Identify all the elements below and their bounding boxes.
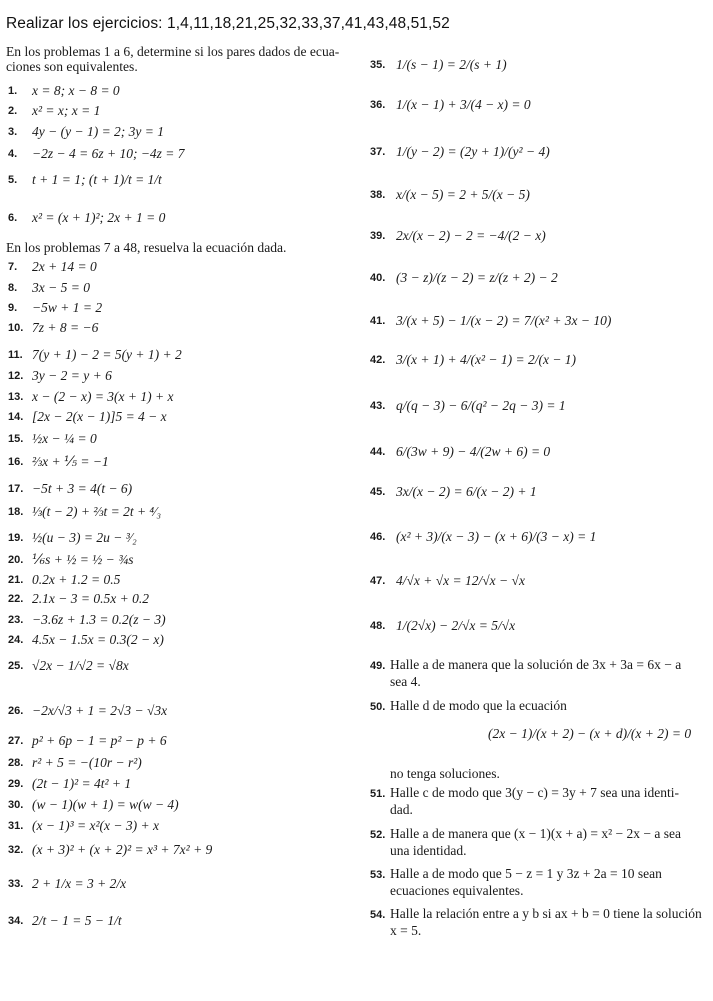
problem-number: 43. (370, 400, 386, 412)
problem-equation: x² = x; x = 1 (32, 103, 101, 118)
problem-number: 17. (8, 483, 24, 495)
problem-equation: ½(u − 3) = 2u − ³⁄₂ (32, 530, 137, 545)
problem-number: 4. (8, 148, 18, 160)
problem-32 (8, 842, 212, 858)
problem-25 (8, 658, 129, 674)
problem-7 (8, 259, 97, 275)
problem-41 (370, 313, 611, 329)
problem-54 (370, 906, 702, 938)
problem-13 (8, 389, 174, 405)
problem-29 (8, 776, 131, 792)
problem-number: 48. (370, 620, 386, 632)
problem-number: 20. (8, 554, 24, 566)
problem-number: 21. (8, 574, 24, 586)
problem-35 (370, 57, 507, 73)
problem-number: 32. (8, 844, 24, 856)
problem-number: 37. (370, 146, 386, 158)
problem-22 (8, 591, 149, 607)
problem-44 (370, 444, 550, 460)
section-instruction-2: En los problemas 7 a 48, resuelva la ecuación dada. (6, 240, 287, 255)
problem-number: 42. (370, 354, 386, 366)
problem-number: 27. (8, 735, 24, 747)
problem-equation: ⅔x + ⅕ = −1 (32, 454, 109, 469)
problem-33 (8, 876, 126, 892)
problem-number: 7. (8, 261, 18, 273)
problem-equation: r² + 5 = −(10r − r²) (32, 755, 142, 770)
problem-text: ecuaciones equivalentes. (390, 883, 524, 898)
section-instruction-1 (6, 44, 339, 74)
problem-number: 28. (8, 757, 24, 769)
problem-text: Halle a de modo que 5 − z = 1 y 3z + 2a = 10 sean (390, 866, 662, 881)
problem-number: 46. (370, 531, 386, 543)
problem-43 (370, 398, 566, 414)
problem-number: 26. (8, 705, 24, 717)
problem-equation: 3y − 2 = y + 6 (32, 368, 112, 383)
problem-text: Halle a de manera que la solución de 3x + 3a = 6x − a (390, 657, 682, 672)
problem-24 (8, 632, 164, 648)
problem-number: 24. (8, 634, 24, 646)
problem-equation: p² + 6p − 1 = p² − p + 6 (32, 733, 167, 748)
problem-equation: 2x/(x − 2) − 2 = −4/(2 − x) (396, 228, 546, 243)
page-title: Realizar los ejercicios: 1,4,11,18,21,25,32,33,37,41,43,48,51,52 (6, 15, 450, 32)
problem-number: 5. (8, 174, 18, 186)
problem-number: 22. (8, 593, 24, 605)
problem-number: 11. (8, 349, 23, 361)
problem-equation: x² = (x + 1)²; 2x + 1 = 0 (32, 210, 166, 225)
problem-23 (8, 612, 166, 628)
problem-4 (8, 146, 185, 162)
problem-21 (8, 572, 120, 588)
problem-40 (370, 270, 558, 286)
problem-26 (8, 703, 167, 719)
problem-14 (8, 409, 167, 425)
problem-17 (8, 481, 132, 497)
problem-number: 12. (8, 370, 24, 382)
problem-number: 45. (370, 486, 386, 498)
problem-38 (370, 187, 530, 203)
problem-6 (8, 210, 165, 226)
problem-2 (8, 103, 100, 119)
problem-equation: 3x − 5 = 0 (32, 280, 90, 295)
problem-36 (370, 97, 531, 113)
problem-31 (8, 818, 159, 834)
problem-number: 16. (8, 456, 24, 468)
problem-number: 38. (370, 189, 386, 201)
problem-15 (8, 431, 97, 447)
problem-number: 31. (8, 820, 24, 832)
problem-text: Halle a de manera que (x − 1)(x + a) = x² − 2x − a sea (390, 826, 682, 841)
problem-39 (370, 228, 546, 244)
problem-equation: (2t − 1)² = 4t² + 1 (32, 776, 132, 791)
problem-52 (370, 826, 681, 858)
problem-equation: 1/(y − 2) = (2y + 1)/(y² − 4) (396, 144, 550, 159)
problem-number: 50. (370, 701, 386, 713)
problem-19 (8, 530, 137, 546)
problem-number: 25. (8, 660, 24, 672)
problem-11 (8, 347, 182, 363)
problem-equation: −2z − 4 = 6z + 10; −4z = 7 (32, 146, 185, 161)
problem-equation: 3/(x + 5) − 1/(x − 2) = 7/(x² + 3x − 10) (396, 313, 612, 328)
problem-number: 2. (8, 105, 18, 117)
problem-equation: ⅓(t − 2) + ⅔t = 2t + ⁴⁄₃ (32, 504, 162, 519)
problem-number: 3. (8, 126, 18, 138)
problem-equation: 6/(3w + 9) − 4/(2w + 6) = 0 (396, 444, 551, 459)
problem-10 (8, 320, 98, 336)
problem-equation: x/(x − 5) = 2 + 5/(x − 5) (396, 187, 530, 202)
problem-equation: 2/t − 1 = 5 − 1/t (32, 913, 122, 928)
problem-equation: x − (2 − x) = 3(x + 1) + x (32, 389, 174, 404)
problem-equation: 1/(2√x) − 2/√x = 5/√x (396, 618, 516, 633)
problem-5 (8, 172, 162, 188)
problem-equation: 2x + 14 = 0 (32, 259, 97, 274)
problem-equation: 7(y + 1) − 2 = 5(y + 1) + 2 (32, 347, 182, 362)
problem-equation: q/(q − 3) − 6/(q² − 2q − 3) = 1 (396, 398, 566, 413)
problem-number: 8. (8, 282, 18, 294)
problem-number: 41. (370, 315, 386, 327)
problem-number: 36. (370, 99, 386, 111)
problem-50-equation: (2x − 1)/(x + 2) − (x + d)/(x + 2) = 0 (488, 726, 692, 741)
problem-equation: 4.5x − 1.5x = 0.3(2 − x) (32, 632, 164, 647)
problem-text: Halle d de modo que la ecuación (390, 698, 567, 713)
problem-equation: (x − 1)³ = x²(x − 3) + x (32, 818, 159, 833)
problem-28 (8, 755, 142, 771)
problem-3 (8, 124, 164, 140)
problem-equation: (w − 1)(w + 1) = w(w − 4) (32, 797, 179, 812)
problem-42 (370, 352, 576, 368)
problem-equation: 0.2x + 1.2 = 0.5 (32, 572, 121, 587)
problem-number: 53. (370, 869, 386, 881)
problem-equation: 3x/(x − 2) = 6/(x − 2) + 1 (396, 484, 537, 499)
problem-equation: t + 1 = 1; (t + 1)/t = 1/t (32, 172, 162, 187)
problem-45 (370, 484, 537, 500)
problem-30 (8, 797, 179, 813)
problem-text: Halle la relación entre a y b si ax + b = 0 tiene la solución (390, 906, 702, 921)
problem-equation: 7z + 8 = −6 (32, 320, 99, 335)
problem-47 (370, 573, 525, 589)
problem-equation: √2x − 1/√2 = √8x (32, 658, 129, 673)
problem-50 (370, 698, 567, 715)
problem-number: 10. (8, 322, 24, 334)
problem-number: 51. (370, 788, 386, 800)
problem-number: 6. (8, 212, 18, 224)
problem-equation: 1/(s − 1) = 2/(s + 1) (396, 57, 507, 72)
problem-12 (8, 368, 112, 384)
problem-text: x = 5. (390, 923, 422, 938)
problem-equation: −5w + 1 = 2 (32, 300, 103, 315)
problem-number: 30. (8, 799, 24, 811)
problem-1 (8, 83, 120, 99)
problem-50-after: no tenga soluciones. (390, 766, 500, 781)
problem-number: 14. (8, 411, 24, 423)
problem-51 (370, 785, 679, 817)
problem-number: 44. (370, 446, 386, 458)
problem-number: 47. (370, 575, 386, 587)
problem-number: 23. (8, 614, 24, 626)
problem-text: Halle c de modo que 3(y − c) = 3y + 7 sea una identi- (390, 785, 680, 800)
problem-49 (370, 657, 681, 689)
problem-equation: −5t + 3 = 4(t − 6) (32, 481, 133, 496)
problem-27 (8, 733, 167, 749)
problem-number: 40. (370, 272, 386, 284)
problem-number: 49. (370, 660, 386, 672)
problem-equation: 2 + 1/x = 3 + 2/x (32, 876, 127, 891)
problem-equation: 3/(x + 1) + 4/(x² − 1) = 2/(x − 1) (396, 352, 577, 367)
problem-number: 18. (8, 506, 24, 518)
problem-number: 1. (8, 85, 18, 97)
problem-16 (8, 454, 109, 470)
problem-number: 19. (8, 532, 24, 544)
instruction-line: En los problemas 1 a 6, determine si los pares dados de ecua- (6, 44, 340, 59)
problem-53 (370, 866, 662, 898)
problem-number: 39. (370, 230, 386, 242)
problem-equation: (x + 3)² + (x + 2)² = x³ + 7x² + 9 (32, 842, 213, 857)
problem-number: 13. (8, 391, 24, 403)
problem-equation: −2x/√3 + 1 = 2√3 − √3x (32, 703, 168, 718)
problem-equation: −3.6z + 1.3 = 0.2(z − 3) (32, 612, 166, 627)
problem-text: dad. (390, 802, 413, 817)
problem-9 (8, 300, 102, 316)
problem-number: 54. (370, 909, 386, 921)
problem-equation: 1/(x − 1) + 3/(4 − x) = 0 (396, 97, 531, 112)
problem-equation: 2.1x − 3 = 0.5x + 0.2 (32, 591, 149, 606)
problem-number: 15. (8, 433, 24, 445)
problem-number: 34. (8, 915, 24, 927)
problem-number: 29. (8, 778, 24, 790)
problem-equation: 4/√x + √x = 12/√x − √x (396, 573, 525, 588)
problem-equation: [2x − 2(x − 1)]5 = 4 − x (32, 409, 167, 424)
problem-equation: (3 − z)/(z − 2) = z/(z + 2) − 2 (396, 270, 558, 285)
problem-48 (370, 618, 515, 634)
problem-18 (8, 504, 161, 520)
problem-equation: ⅙s + ½ = ½ − ¾s (32, 552, 134, 567)
problem-equation: (x² + 3)/(x − 3) − (x + 6)/(3 − x) = 1 (396, 529, 597, 544)
problem-8 (8, 280, 90, 296)
problem-number: 52. (370, 829, 386, 841)
problem-20 (8, 552, 134, 568)
problem-37 (370, 144, 550, 160)
problem-equation: ½x − ¼ = 0 (32, 431, 97, 446)
instruction-line: ciones son equivalentes. (6, 59, 138, 74)
problem-number: 33. (8, 878, 24, 890)
problem-equation: x = 8; x − 8 = 0 (32, 83, 120, 98)
problem-number: 35. (370, 59, 386, 71)
problem-text: una identidad. (390, 843, 467, 858)
problem-text: sea 4. (390, 674, 421, 689)
problem-number: 9. (8, 302, 18, 314)
problem-46 (370, 529, 596, 545)
problem-equation: 4y − (y − 1) = 2; 3y = 1 (32, 124, 165, 139)
problem-34 (8, 913, 122, 929)
